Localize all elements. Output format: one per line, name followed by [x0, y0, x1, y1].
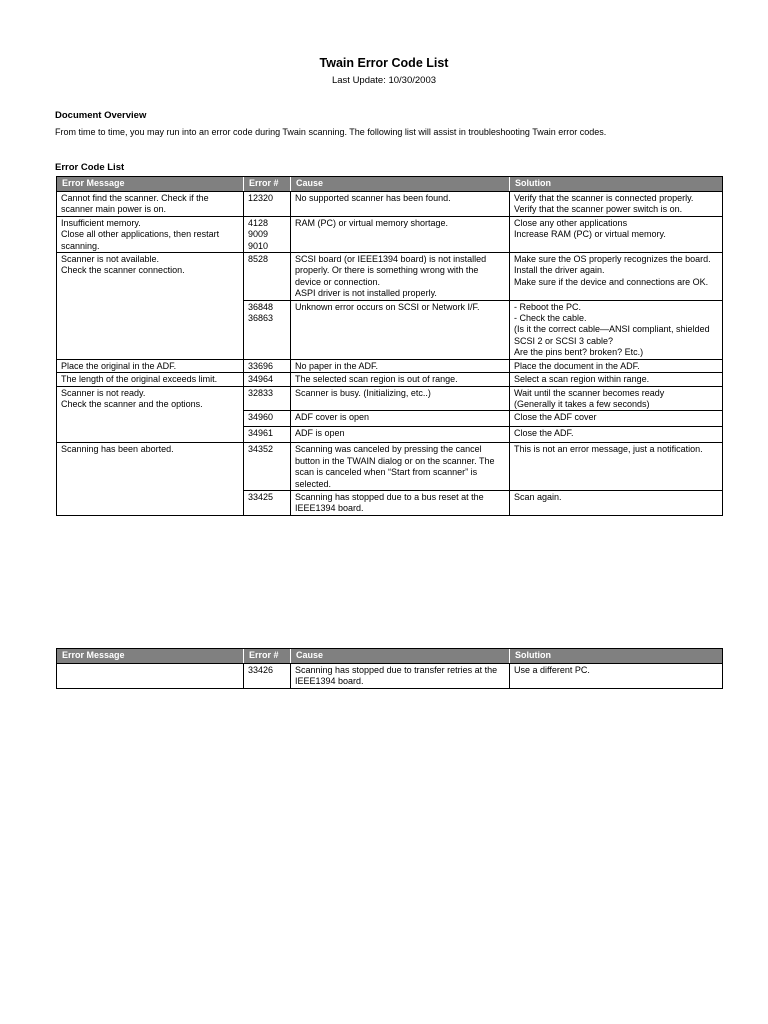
- row-code: 36848 36863: [244, 300, 291, 359]
- row-message: Scanning has been aborted.: [57, 443, 244, 515]
- row-message: Place the original in the ADF.: [57, 359, 244, 372]
- table-row: [57, 443, 723, 491]
- header-error-message: Error Message: [57, 649, 244, 664]
- row-code: 32833: [244, 386, 291, 411]
- row-cause: Scanning has stopped due to transfer retries at the IEEE1394 board.: [291, 664, 510, 689]
- row-cause: No supported scanner has been found.: [291, 192, 510, 217]
- row-message: The length of the original exceeds limit.: [57, 373, 244, 386]
- row-cause: RAM (PC) or virtual memory shortage.: [291, 216, 510, 252]
- error-list-heading: Error Code List: [55, 162, 125, 173]
- row-code: 33426: [244, 664, 291, 689]
- row-code: 33696: [244, 359, 291, 372]
- row-code: 34961: [244, 427, 291, 443]
- header-cause: Cause: [291, 649, 510, 664]
- row-solution: This is not an error message, just a notification.: [510, 443, 723, 491]
- table-row: [57, 386, 723, 411]
- row-message: Insufficient memory. Close all other applications, then restart scanning.: [57, 216, 244, 252]
- row-code: 33425: [244, 490, 291, 515]
- header-solution: Solution: [510, 649, 723, 664]
- table-row: [57, 253, 723, 301]
- row-message: Scanner is not ready. Check the scanner and the options.: [57, 386, 244, 443]
- row-cause: SCSI board (or IEEE1394 board) is not installed properly. Or there is something wrong with the device or connection. ASPI driver is not installed properly.: [291, 253, 510, 301]
- row-message: [57, 664, 244, 689]
- row-message: Scanner is not available. Check the scanner connection.: [57, 253, 244, 360]
- row-cause: Scanning was canceled by pressing the cancel button in the TWAIN dialog or on the scanner. The scan is canceled when “Start from scanner” is selected.: [291, 443, 510, 491]
- table-row: [57, 216, 723, 252]
- row-code: 8528: [244, 253, 291, 301]
- table-row: [57, 192, 723, 217]
- table-row: [57, 373, 723, 386]
- table-row: [57, 664, 723, 689]
- row-message: Cannot find the scanner. Check if the scanner main power is on.: [57, 192, 244, 217]
- row-code: 34960: [244, 411, 291, 427]
- row-solution: Verify that the scanner is connected properly. Verify that the scanner power switch is on.: [510, 192, 723, 217]
- header-error-number: Error #: [244, 649, 291, 664]
- header-error-message: Error Message: [57, 177, 244, 192]
- row-cause: The selected scan region is out of range.: [291, 373, 510, 386]
- row-code: 12320: [244, 192, 291, 217]
- row-cause: Scanning has stopped due to a bus reset at the IEEE1394 board.: [291, 490, 510, 515]
- row-solution: - Reboot the PC. - Check the cable. (Is it the correct cable—ANSI compliant, shielded SCSI 2 or SCSI 3 cable? Are the pins bent? broken? Etc.): [510, 300, 723, 359]
- error-code-table-continued: [56, 648, 723, 689]
- table-header-row: [57, 177, 723, 192]
- table-row: [57, 359, 723, 372]
- table-header-row: [57, 649, 723, 664]
- row-solution: Place the document in the ADF.: [510, 359, 723, 372]
- document-title: Twain Error Code List: [319, 56, 449, 70]
- header-cause: Cause: [291, 177, 510, 192]
- row-code: 4128 9009 9010: [244, 216, 291, 252]
- row-solution: Close the ADF.: [510, 427, 723, 443]
- row-cause: ADF cover is open: [291, 411, 510, 427]
- row-solution: Wait until the scanner becomes ready (Generally it takes a few seconds): [510, 386, 723, 411]
- row-cause: Unknown error occurs on SCSI or Network I/F.: [291, 300, 510, 359]
- row-cause: Scanner is busy. (Initializing, etc..): [291, 386, 510, 411]
- header-error-number: Error #: [244, 177, 291, 192]
- row-code: 34964: [244, 373, 291, 386]
- row-solution: Use a different PC.: [510, 664, 723, 689]
- row-solution: Close the ADF cover: [510, 411, 723, 427]
- row-code: 34352: [244, 443, 291, 491]
- row-solution: Select a scan region within range.: [510, 373, 723, 386]
- row-solution: Make sure the OS properly recognizes the board. Install the driver again. Make sure if the device and connections are OK.: [510, 253, 723, 301]
- row-cause: No paper in the ADF.: [291, 359, 510, 372]
- error-code-table: [56, 176, 723, 516]
- row-solution: Scan again.: [510, 490, 723, 515]
- row-solution: Close any other applications Increase RAM (PC) or virtual memory.: [510, 216, 723, 252]
- last-update: Last Update: 10/30/2003: [331, 75, 437, 86]
- overview-heading: Document Overview: [55, 110, 147, 121]
- overview-text: From time to time, you may run into an error code during Twain scanning. The following list will assist in troubleshooting Twain error codes.: [55, 127, 607, 137]
- row-cause: ADF is open: [291, 427, 510, 443]
- header-solution: Solution: [510, 177, 723, 192]
